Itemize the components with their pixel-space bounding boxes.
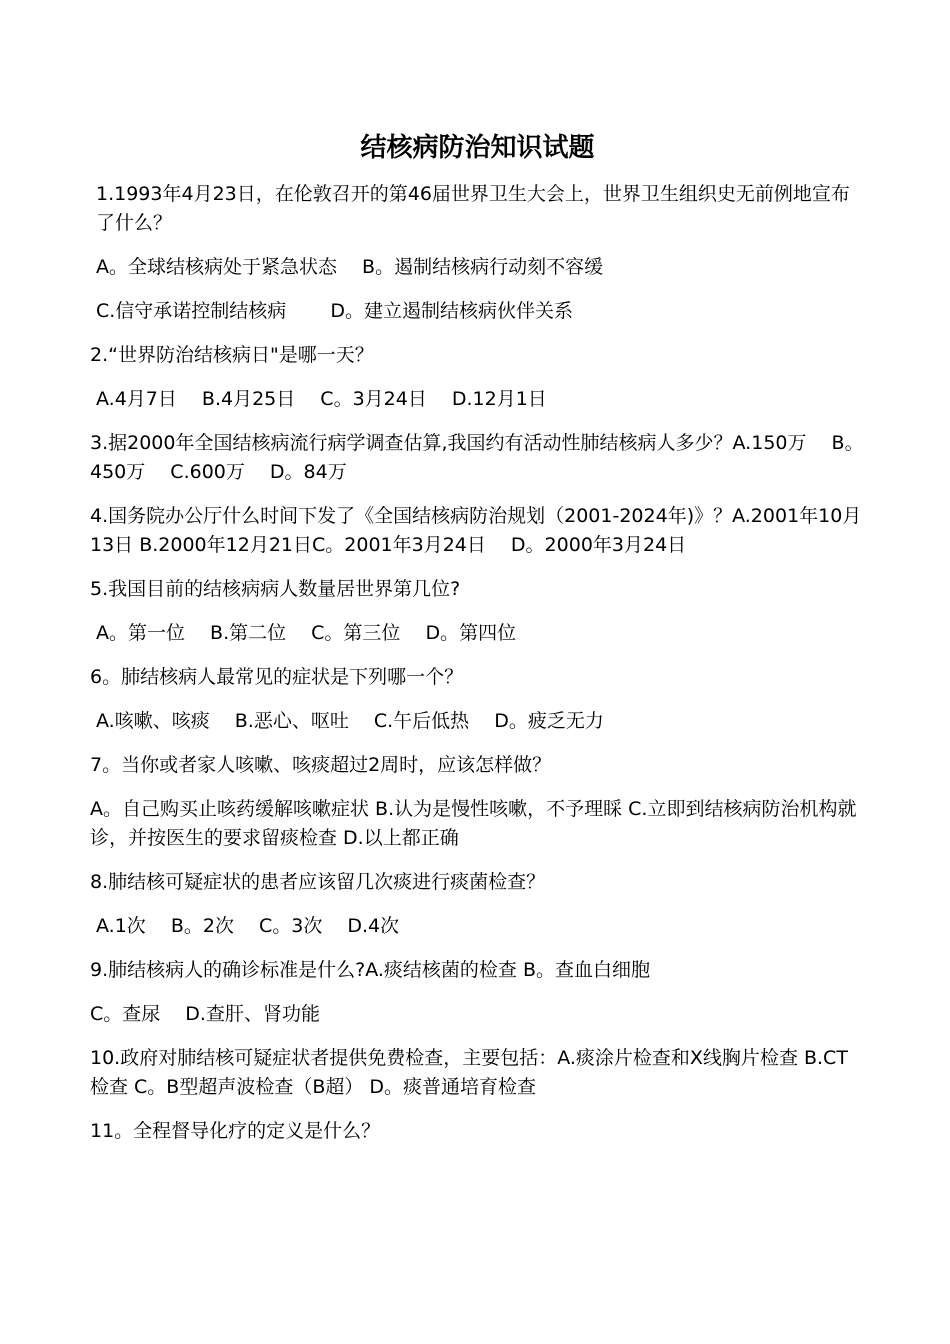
- question-10: 10.政府对肺结核可疑症状者提供免费检查，主要包括：A.痰涂片检查和X线胸片检查 B.CT检查 C。B型超声波检查（B超） D。痰普通培育检查: [90, 1047, 848, 1098]
- question-1-options-cd: C.信守承诺控制结核病 D。建立遏制结核病伙伴关系: [96, 300, 573, 322]
- document-title: 结核病防治知识试题: [360, 133, 595, 163]
- question-2: 2.“世界防治结核病日"是哪一天？: [90, 344, 374, 366]
- question-5-options: A。第一位 B.第二位 C。第三位 D。第四位: [96, 622, 517, 644]
- question-3: 3.据2000年全国结核病流行病学调查估算,我国约有活动性肺结核病人多少？A.150万 B。450万 C.600万 D。84万: [90, 432, 864, 483]
- question-5: 5.我国目前的结核病病人数量居世界第几位?: [90, 578, 461, 600]
- question-2-options: A.4月7日 B.4月25日 C。3月24日 D.12月1日: [96, 388, 547, 410]
- question-7: 7。当你或者家人咳嗽、咳痰超过2周时，应该怎样做？: [90, 754, 552, 776]
- document-page: [90, 128, 865, 1161]
- question-9-options: C。查尿 D.查肝、肾功能: [90, 1003, 320, 1025]
- question-11: 11。全程督导化疗的定义是什么？: [90, 1120, 381, 1142]
- question-1-options-ab: A。全球结核病处于紧急状态 B。遏制结核病行动刻不容缓: [96, 256, 604, 278]
- question-8: 8.肺结核可疑症状的患者应该留几次痰进行痰菌检查？: [90, 871, 546, 893]
- question-1: 1.1993年4月23日，在伦敦召开的第46届世界卫生大会上，世界卫生组织史无前例地宣布了什么？: [96, 183, 850, 234]
- question-4: 4.国务院办公厅什么时间下发了《全国结核病防治规划（2001-2024年)》？A.2001年10月13日 B.2000年12月21日C。2001年3月24日 D。2000年3月24日: [90, 505, 862, 556]
- question-8-options: A.1次 B。2次 C。3次 D.4次: [96, 915, 400, 937]
- question-9: 9.肺结核病人的确诊标准是什么?A.痰结核菌的检查 B。查血白细胞: [90, 959, 650, 981]
- question-7-options: A。自己购买止咳药缓解咳嗽症状 B.认为是慢性咳嗽，不予理睬 C.立即到结核病防治机构就诊，并按医生的要求留痰检查 D.以上都正确: [90, 798, 857, 849]
- question-6: 6。肺结核病人最常见的症状是下列哪一个？: [90, 666, 464, 688]
- question-6-options: A.咳嗽、咳痰 B.恶心、呕吐 C.午后低热 D。疲乏无力: [96, 710, 604, 732]
